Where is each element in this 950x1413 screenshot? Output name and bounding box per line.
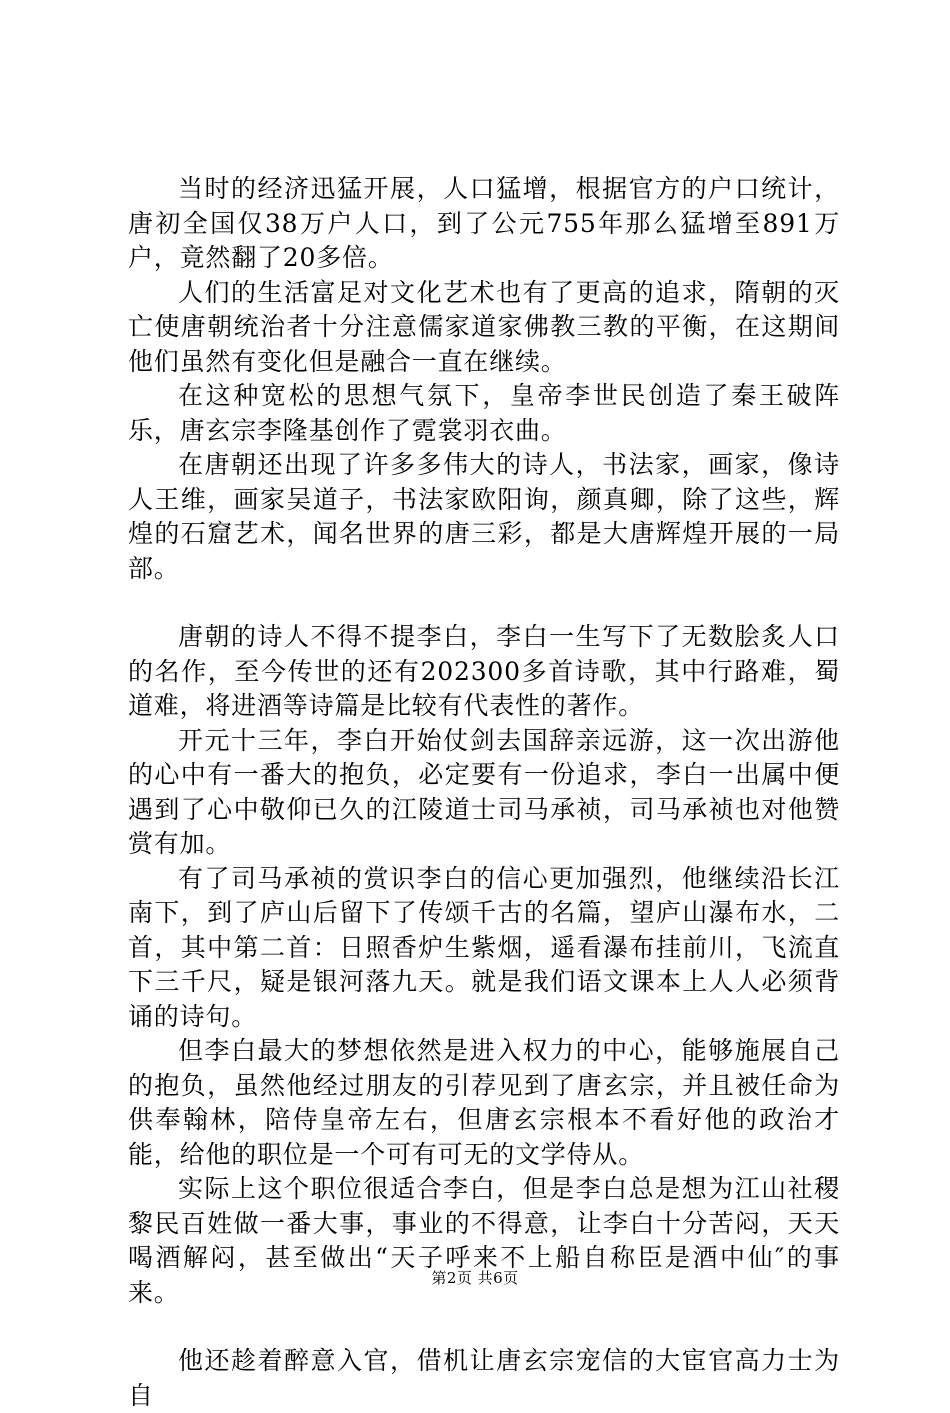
paragraph-5: 唐朝的诗人不得不提李白，李白一生写下了无数脍炙人口的名作，至今传世的还有202300多首诗歌，其中行路难，蜀道难，将进酒等诗篇是比较有代表性的著作。 <box>128 622 840 720</box>
paragraph-8: 但李白最大的梦想依然是进入权力的中心，能够施展自己的抱负，虽然他经过朋友的引荐见到了唐玄宗，并且被任命为供奉翰林，陪侍皇帝左右，但唐玄宗根本不看好他的政治才能，给他的职位是一个可有可无的文学侍从。 <box>128 1036 840 1169</box>
document-body <box>128 172 840 1413</box>
paragraph-4: 在唐朝还出现了许多多伟大的诗人，书法家，画家，像诗人王维，画家吴道子，书法家欧阳询，颜真卿，除了这些，辉煌的石窟艺术，闻名世界的唐三彩，都是大唐辉煌开展的一局部。 <box>128 450 840 583</box>
paragraph-3: 在这种宽松的思想气氛下，皇帝李世民创造了秦王破阵乐，唐玄宗李隆基创作了霓裳羽衣曲。 <box>128 381 840 445</box>
paragraph-7: 有了司马承祯的赏识李白的信心更加强烈，他继续沿长江南下，到了庐山后留下了传颂千古的名篇，望庐山瀑布水，二首，其中第二首：日照香炉生紫烟，遥看瀑布挂前川，飞流直下三千尺，疑是银河落九天。就是我们语文课本上人人必须背诵的诗句。 <box>128 863 840 1031</box>
paragraph-2: 人们的生活富足对文化艺术也有了更高的追求，隋朝的灭亡使唐朝统治者十分注意儒家道家佛教三教的平衡，在这期间他们虽然有变化但是融合一直在继续。 <box>128 277 840 376</box>
paragraph-10: 他还趁着醉意入官，借机让唐玄宗宠信的大宦官高力士为自 <box>128 1346 840 1410</box>
paragraph-6: 开元十三年，李白开始仗剑去国辞亲远游，这一次出游他的心中有一番大的抱负，必定要有一份追求，李白一出属中便遇到了心中敬仰已久的江陵道士司马承祯，司马承祯也对他赞赏有加。 <box>128 725 840 858</box>
paragraph-1: 当时的经济迅猛开展，人口猛增，根据官方的户口统计，唐初全国仅38万户人口，到了公元755年那么猛增至891万户，竟然翻了20多倍。 <box>128 174 840 272</box>
page-number-footer: 第2页 共6页 <box>431 1269 519 1287</box>
paragraph-9: 实际上这个职位很适合李白，但是李白总是想为江山社稷黎民百姓做一番大事，事业的不得意，让李白十分苦闷，天天喝酒解闷，甚至做出“天子呼来不上船自称臣是酒中仙″的事来。 <box>128 1174 840 1307</box>
